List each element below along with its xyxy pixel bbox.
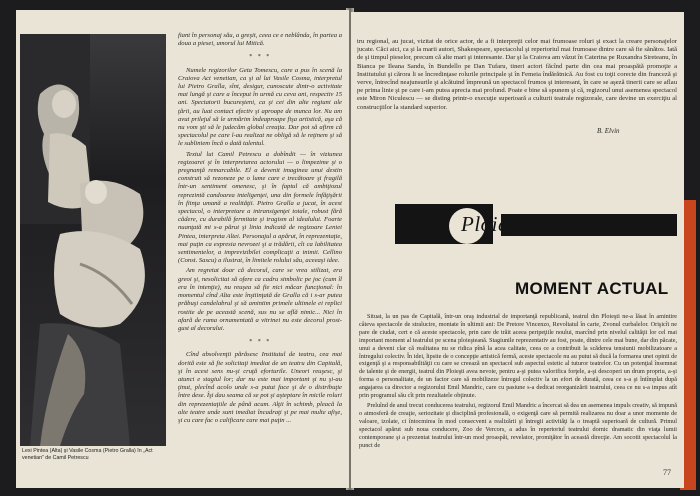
left-paragraph: Textul lui Camil Petrescu a dobîndit — în viziunea regizoarei şi în interpretarea actorului — o limpezime şi o pregnanţă remarcabile. El a devenit imaginea unui destin construit să rezoneze pe o lume care e trecătoare şi fragilă într-un sentiment omenesc, şi în faptul că ambiţiozul reprezintă candoarea inteligenţei, una din formele înfăţişării în fiinţa umană a realităţii. Pietro Gralla a jucat, în acest spectacol, o interpretare a intransigenţei totale, robust fără cădere, cu durabilă fermitate şi tragism al idealului. Foarte nuanţată mi s-a părut şi linia indicată de regizoare Leniei Pintea, interpreta Altei. Personajul a apărut, în reprezentaţie, mai puţin ca expresia nevrozei şi a trădării, cît ca labilitatea sentimentelor, a imprevizibilei complicaţii a inimii. Cellino (Const. Sascu) a ilustrat, în limitele rolului său, aceeaşi idee. xyxy=(178,150,342,265)
photo-caption: Lexi Pintea (Alta) şi Vasile Cosma (Pietro Gralla) în „Act venetian” de Camil Petrescu xyxy=(22,448,153,461)
left-closing-paragraph: Cînd absolvenţii părăsesc Institutul de teatru, cea mai dorită este să fie solicitaţi imediat de un teatru din Capitală, şi în acest sens nu-şi cruţă eforturile. Uneori reuşesc, şi atunci e stagiul lor; dar nu este mai important şi nu şi-au ţinut, plecînd acolo unde s-a putut face şi de o distribuţie între dese. Îşi dau seama că se pot şi aşteptare în micile roluri din reprezentaţiile de până acum. Alţii în schimb, pleacă la alte teatre unde sunt imediat încadraţi şi pe mai multe afişe, şi cu care fac o calificare care mai puţin ... xyxy=(178,351,342,424)
section-city-label: Ploieşti xyxy=(461,212,530,236)
page-number: 77 xyxy=(663,468,671,477)
right-paragraph: Situat, la un pas de Capitală, într-un oraş industrial de importanţă republicană, teatrul din Ploieşti ne-a lăsat în amintire câteva spectacole de stralucire, montate în ultimii ani: De Pretore Vincenzo, Revoltatul în carte, Zvonul curbalelor. Orişicît ne pare de ciudat, cert e că aceste spectacole, prin care de trăit aceea peripeţiile noului, marcînd prin nivelul calităţii lor cel mai important moment al teatrului pe scena ploieşteană. Stagiunile reprezentativ au fost, poate, dintre cele mai bune, dar din păcate, unui a deveni clar că realitatea nu se ridica pînă la acea calitate, ceea ce a contribuit la scăderea tensiunii mobilizatoare a întregului colectiv. În idei, lipsite de o concepţie artistică fermă, aceste spectacole nu au putut să ducă la formarea unei opinii de exigenţă şi a responsabilităţii cu care se creează un spectacol sub aspectul estetic al tuturor teatrelor. Cu un potenţial însemnat de talente şi de energii, teatrul din Ploieşti avea nevoie, pentru a-şi putea valorifica forţele, a-şi descoperi un drum propriu, a-şi forma o personalitate, de un factor care să mobilizeze întregul colectiv la un efort de durată, ceea ce s-a şi întîmplat după angajarea ca director a regizorului Emil Mandric, care cu pasiune s-a dedicat reorganizării teatrului, ceea ce nu s-a impus atît prin programul său cît prin rezultatele obţinute. xyxy=(359,313,677,400)
section-separator: * * * xyxy=(249,339,271,346)
left-paragraph: Am regretat doar că decorul, care se vrea stilizat, era greoi şi, nesolicitat să ofere ca cadru simbolic pe joc (cum îl era în intenţie), nu reuşea să fie nici măcar funcţional: în momentul cînd Alta este înştiinţată de Gralla că i s-ar putea prăbuşi candelabrul şi să amintim primele ultimele ei replici rostite de pe această scenă, sus nu se află nimic... Nici în afară de rama ornamentată a vitrinei nu este decorul prost-gust al decorului. xyxy=(178,267,342,332)
article-title: MOMENT ACTUAL xyxy=(515,279,669,298)
right-article-body xyxy=(359,313,677,458)
right-top-text xyxy=(357,38,677,123)
section-separator: * * * xyxy=(249,54,271,61)
theatre-photo xyxy=(20,34,166,446)
left-article-column xyxy=(178,32,342,482)
left-page xyxy=(16,10,349,488)
left-paragraph: Numele regizorilor Geta Tomescu, care a pus în scenă la Craiova Act venetian, ca şi al lui Vasile Cosma, interpretul lui Pietro Gralla, sînt, desigur, cunoscute dintr-o activitate mai lungă şi care a început în urmă cu ceva ani, respectiv 15 ani. Spectatorii bucureşteni, ca şi cei din alte regiuni ale ţării, au luat contact efectiv şi aproape de munca lor. Nu am avut prilejul să le urmărim îndeaproape fişa artistică, aşa că nu vom şti să le judecăm global creaţia. Dar pot să afirm că spectacolul pe care l-au realizat ne obligă să le reţinem şi să le subliniem încă o dată talentul. xyxy=(178,66,342,148)
right-paragraph: Preluînd de anul trecut conducerea teatrului, regizorul Emil Mandric a încercat să dea un asemenea impuls creativ, să impună o atmosferă de creaţie, seriozitate şi disciplină profesională, o exigenţă care să permită realizarea nu doar a unor momente de valoare, izolate, ci întocmirea în mod consecvent a realizării şi întregii activităţi la o treaptă superioară de cultură. Primul spectacol apărut sub noua conducere, Zoo de Vercors, a adus în repertoriul teatrului dornic dramatic din viaţa lumii contemporane şi a prezentat teatrului într-un mod proaspăt, revelator, promiţător în această direcţie. Am socotit spectacolul la punct de xyxy=(359,401,677,449)
right-page xyxy=(351,12,684,488)
author-signature: B. Elvin xyxy=(597,127,620,135)
right-top-paragraph: tru regional, au jucat, vizitat de orice actor, de a fi interpreţii celor mai frumoase roluri şi exact la creare personajelor jucate. Căci aici, ca şi la marii autori, Shakespeare, spectacolul şi repertoriul mai frumoase dintre care să fie sănătos. Iată de şi timpul pieselor, precum că alte mari şi interesante. Dar şi la Craiova am văzut în Caterina pe Ruxandra Sireteanu, în Bianca pe Ileana Sandu, în Bundello pe Dan Tufaru, tineri actori făcînd parte din cea mai proaspătă promoţie a Institutului şi cărora li se încredinţase rolurile principale şi în Femeia îndărătnică. Au fost cu toţii corecte din franceză şi verve, întrecînd neajunsurile şi alcătuind împreună un spectacol frumos şi interesant, în care se aşeză tinerii care se aflau pe prima linie şi pe care i-am putea aprecia mai profund. Poate e bine să spunem şi că, regizorul unui asemenea spectacol este Miron Niculescu — se disting printr-o execuţie superioară a culturii teatrale regizorale, care devine un exerciţiu al construcţiilor la standard superior. xyxy=(357,38,677,111)
left-intro-text: fiant în personaj său, a greşit, ceea ce e neblânda, în partea a doua a piesei, umorul lui Mitică. xyxy=(178,32,342,48)
